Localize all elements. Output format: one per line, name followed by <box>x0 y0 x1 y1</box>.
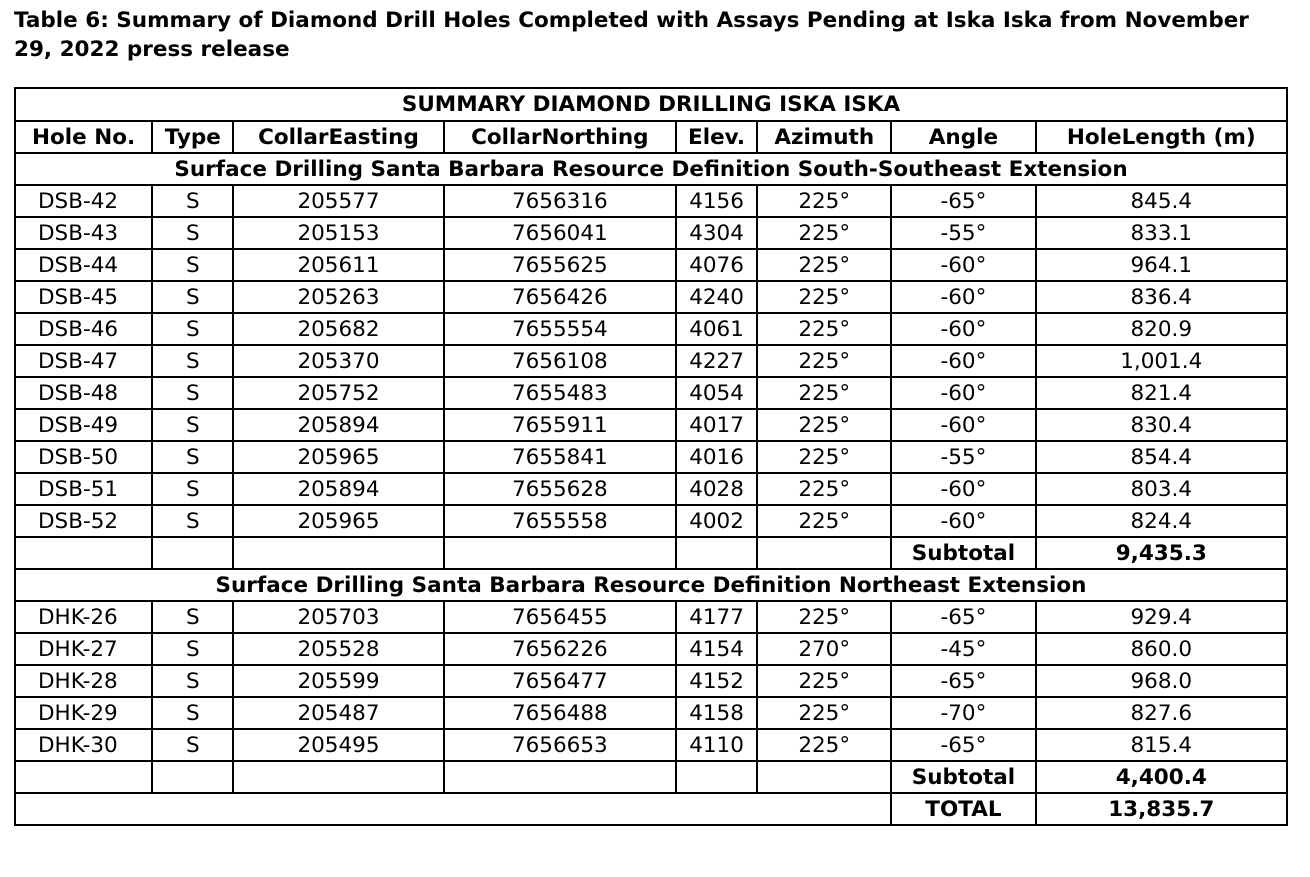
table-row <box>15 473 1287 505</box>
table-cell: 964.1 <box>1036 249 1287 281</box>
table-cell: -65° <box>891 729 1035 761</box>
table-cell: 824.4 <box>1036 505 1287 537</box>
table-cell: 860.0 <box>1036 633 1287 665</box>
table-cell: 205965 <box>233 505 443 537</box>
table-cell: -60° <box>891 281 1035 313</box>
empty-cell <box>15 537 152 569</box>
table-cell: S <box>152 377 233 409</box>
section-title: Surface Drilling Santa Barbara Resource Definition South-Southeast Extension <box>15 153 1287 185</box>
table-cell: 225° <box>757 441 891 473</box>
table-cell: 836.4 <box>1036 281 1287 313</box>
column-header: HoleLength (m) <box>1036 121 1287 153</box>
table-cell: 225° <box>757 313 891 345</box>
empty-cell <box>676 761 757 793</box>
table-cell: -65° <box>891 185 1035 217</box>
table-cell: 205965 <box>233 441 443 473</box>
table-cell: 4227 <box>676 345 757 377</box>
table-cell: DSB-42 <box>15 185 152 217</box>
table-cell: 7655841 <box>444 441 676 473</box>
table-cell: 4154 <box>676 633 757 665</box>
table-cell: DSB-43 <box>15 217 152 249</box>
table-cell: 803.4 <box>1036 473 1287 505</box>
table-cell: 205894 <box>233 473 443 505</box>
table-cell: 225° <box>757 697 891 729</box>
table-row <box>15 697 1287 729</box>
table-cell: 205703 <box>233 601 443 633</box>
table-cell: DSB-45 <box>15 281 152 313</box>
table-cell: S <box>152 729 233 761</box>
empty-cell <box>233 761 443 793</box>
table-cell: 4076 <box>676 249 757 281</box>
table-cell: 225° <box>757 377 891 409</box>
table-cell: 225° <box>757 281 891 313</box>
total-label: TOTAL <box>891 793 1035 825</box>
table-row <box>15 441 1287 473</box>
table-row <box>15 409 1287 441</box>
table-row <box>15 217 1287 249</box>
table-cell: 7655558 <box>444 505 676 537</box>
table-cell: -60° <box>891 409 1035 441</box>
table-cell: 4002 <box>676 505 757 537</box>
table-cell: -65° <box>891 665 1035 697</box>
table-cell: 205894 <box>233 409 443 441</box>
empty-cell <box>757 761 891 793</box>
table-cell: 7656488 <box>444 697 676 729</box>
table-caption: Table 6: Summary of Diamond Drill Holes Completed with Assays Pending at Iska Iska from November 29, 2022 press release <box>14 8 1249 62</box>
table-cell: 205487 <box>233 697 443 729</box>
table-cell: DHK-30 <box>15 729 152 761</box>
table-row <box>15 633 1287 665</box>
table-cell: -55° <box>891 217 1035 249</box>
subtotal-label: Subtotal <box>891 761 1035 793</box>
column-header: Hole No. <box>15 121 152 153</box>
table-cell: 205752 <box>233 377 443 409</box>
table-cell: -60° <box>891 505 1035 537</box>
empty-cell <box>233 537 443 569</box>
table-row <box>15 281 1287 313</box>
table-cell: 4017 <box>676 409 757 441</box>
table-cell: 4156 <box>676 185 757 217</box>
empty-cell <box>444 537 676 569</box>
table-row <box>15 249 1287 281</box>
table-cell: 205528 <box>233 633 443 665</box>
table-cell: S <box>152 313 233 345</box>
table-cell: S <box>152 249 233 281</box>
table-cell: 7656653 <box>444 729 676 761</box>
table-cell: 225° <box>757 249 891 281</box>
table-cell: -45° <box>891 633 1035 665</box>
table-cell: S <box>152 601 233 633</box>
table-cell: 4016 <box>676 441 757 473</box>
table-cell: 4061 <box>676 313 757 345</box>
table-row <box>15 345 1287 377</box>
table-cell: DSB-52 <box>15 505 152 537</box>
table-cell: DSB-50 <box>15 441 152 473</box>
table-cell: -60° <box>891 313 1035 345</box>
table-row <box>15 601 1287 633</box>
table-cell: S <box>152 665 233 697</box>
table-cell: -60° <box>891 249 1035 281</box>
empty-cell <box>152 537 233 569</box>
table-cell: 7656316 <box>444 185 676 217</box>
table-cell: 7656108 <box>444 345 676 377</box>
table-cell: 7655911 <box>444 409 676 441</box>
subtotal-value: 4,400.4 <box>1036 761 1287 793</box>
table-cell: -55° <box>891 441 1035 473</box>
table-cell: 968.0 <box>1036 665 1287 697</box>
total-value: 13,835.7 <box>1036 793 1287 825</box>
table-cell: 225° <box>757 409 891 441</box>
table-cell: DSB-47 <box>15 345 152 377</box>
table-cell: DSB-44 <box>15 249 152 281</box>
subtotal-row <box>15 761 1287 793</box>
table-cell: 205682 <box>233 313 443 345</box>
column-header: Angle <box>891 121 1035 153</box>
table-cell: 205495 <box>233 729 443 761</box>
section-row <box>15 153 1287 185</box>
subtotal-row <box>15 537 1287 569</box>
table-cell: 821.4 <box>1036 377 1287 409</box>
table-cell: S <box>152 505 233 537</box>
table-cell: 7655625 <box>444 249 676 281</box>
table-cell: 827.6 <box>1036 697 1287 729</box>
table-title: SUMMARY DIAMOND DRILLING ISKA ISKA <box>15 88 1287 121</box>
table-cell: 4110 <box>676 729 757 761</box>
table-cell: -70° <box>891 697 1035 729</box>
table-cell: 7656041 <box>444 217 676 249</box>
empty-cell <box>676 537 757 569</box>
subtotal-value: 9,435.3 <box>1036 537 1287 569</box>
table-cell: 820.9 <box>1036 313 1287 345</box>
header-row <box>15 121 1287 153</box>
drill-holes-table <box>14 87 1288 826</box>
table-row <box>15 505 1287 537</box>
table-row <box>15 729 1287 761</box>
table-cell: 4054 <box>676 377 757 409</box>
empty-cell <box>444 761 676 793</box>
table-cell: 1,001.4 <box>1036 345 1287 377</box>
column-header: Elev. <box>676 121 757 153</box>
table-cell: S <box>152 345 233 377</box>
table-cell: 845.4 <box>1036 185 1287 217</box>
table-cell: 7655628 <box>444 473 676 505</box>
table-cell: 205599 <box>233 665 443 697</box>
table-row <box>15 313 1287 345</box>
table-cell: DHK-27 <box>15 633 152 665</box>
table-cell: 854.4 <box>1036 441 1287 473</box>
table-cell: 225° <box>757 345 891 377</box>
table-cell: S <box>152 697 233 729</box>
table-cell: DSB-49 <box>15 409 152 441</box>
table-cell: DHK-29 <box>15 697 152 729</box>
table-cell: S <box>152 185 233 217</box>
table-cell: 225° <box>757 505 891 537</box>
table-cell: 225° <box>757 601 891 633</box>
table-cell: S <box>152 633 233 665</box>
table-cell: 7655554 <box>444 313 676 345</box>
table-cell: -65° <box>891 601 1035 633</box>
table-cell: 815.4 <box>1036 729 1287 761</box>
table-cell: DSB-51 <box>15 473 152 505</box>
empty-cell <box>152 761 233 793</box>
section-row <box>15 569 1287 601</box>
table-cell: 4028 <box>676 473 757 505</box>
empty-cell <box>757 537 891 569</box>
subtotal-label: Subtotal <box>891 537 1035 569</box>
empty-cell <box>15 793 891 825</box>
table-cell: 4177 <box>676 601 757 633</box>
table-cell: 205370 <box>233 345 443 377</box>
table-cell: 929.4 <box>1036 601 1287 633</box>
column-header: CollarEasting <box>233 121 443 153</box>
table-cell: -60° <box>891 345 1035 377</box>
table-cell: 225° <box>757 665 891 697</box>
table-cell: 7656455 <box>444 601 676 633</box>
table-cell: S <box>152 409 233 441</box>
table-cell: 225° <box>757 729 891 761</box>
table-cell: 833.1 <box>1036 217 1287 249</box>
column-header: Type <box>152 121 233 153</box>
table-cell: -60° <box>891 377 1035 409</box>
table-cell: 4158 <box>676 697 757 729</box>
table-cell: 225° <box>757 473 891 505</box>
table-cell: DHK-28 <box>15 665 152 697</box>
table-cell: DSB-48 <box>15 377 152 409</box>
empty-cell <box>15 761 152 793</box>
table-cell: S <box>152 473 233 505</box>
table-cell: -60° <box>891 473 1035 505</box>
table-cell: 4152 <box>676 665 757 697</box>
table-cell: 7656426 <box>444 281 676 313</box>
table-cell: S <box>152 217 233 249</box>
column-header: CollarNorthing <box>444 121 676 153</box>
table-cell: 4240 <box>676 281 757 313</box>
section-title: Surface Drilling Santa Barbara Resource Definition Northeast Extension <box>15 569 1287 601</box>
total-row <box>15 793 1287 825</box>
table-cell: 4304 <box>676 217 757 249</box>
table-cell: 830.4 <box>1036 409 1287 441</box>
table-cell: 7656226 <box>444 633 676 665</box>
table-cell: 205153 <box>233 217 443 249</box>
table-cell: 270° <box>757 633 891 665</box>
table-cell: DSB-46 <box>15 313 152 345</box>
table-cell: 225° <box>757 217 891 249</box>
table-row <box>15 377 1287 409</box>
table-cell: 7656477 <box>444 665 676 697</box>
table-cell: S <box>152 441 233 473</box>
table-row <box>15 665 1287 697</box>
table-cell: 205577 <box>233 185 443 217</box>
table-cell: 225° <box>757 185 891 217</box>
table-cell: 205611 <box>233 249 443 281</box>
table-cell: S <box>152 281 233 313</box>
table-cell: 7655483 <box>444 377 676 409</box>
column-header: Azimuth <box>757 121 891 153</box>
table-row <box>15 185 1287 217</box>
table-cell: DHK-26 <box>15 601 152 633</box>
table-cell: 205263 <box>233 281 443 313</box>
